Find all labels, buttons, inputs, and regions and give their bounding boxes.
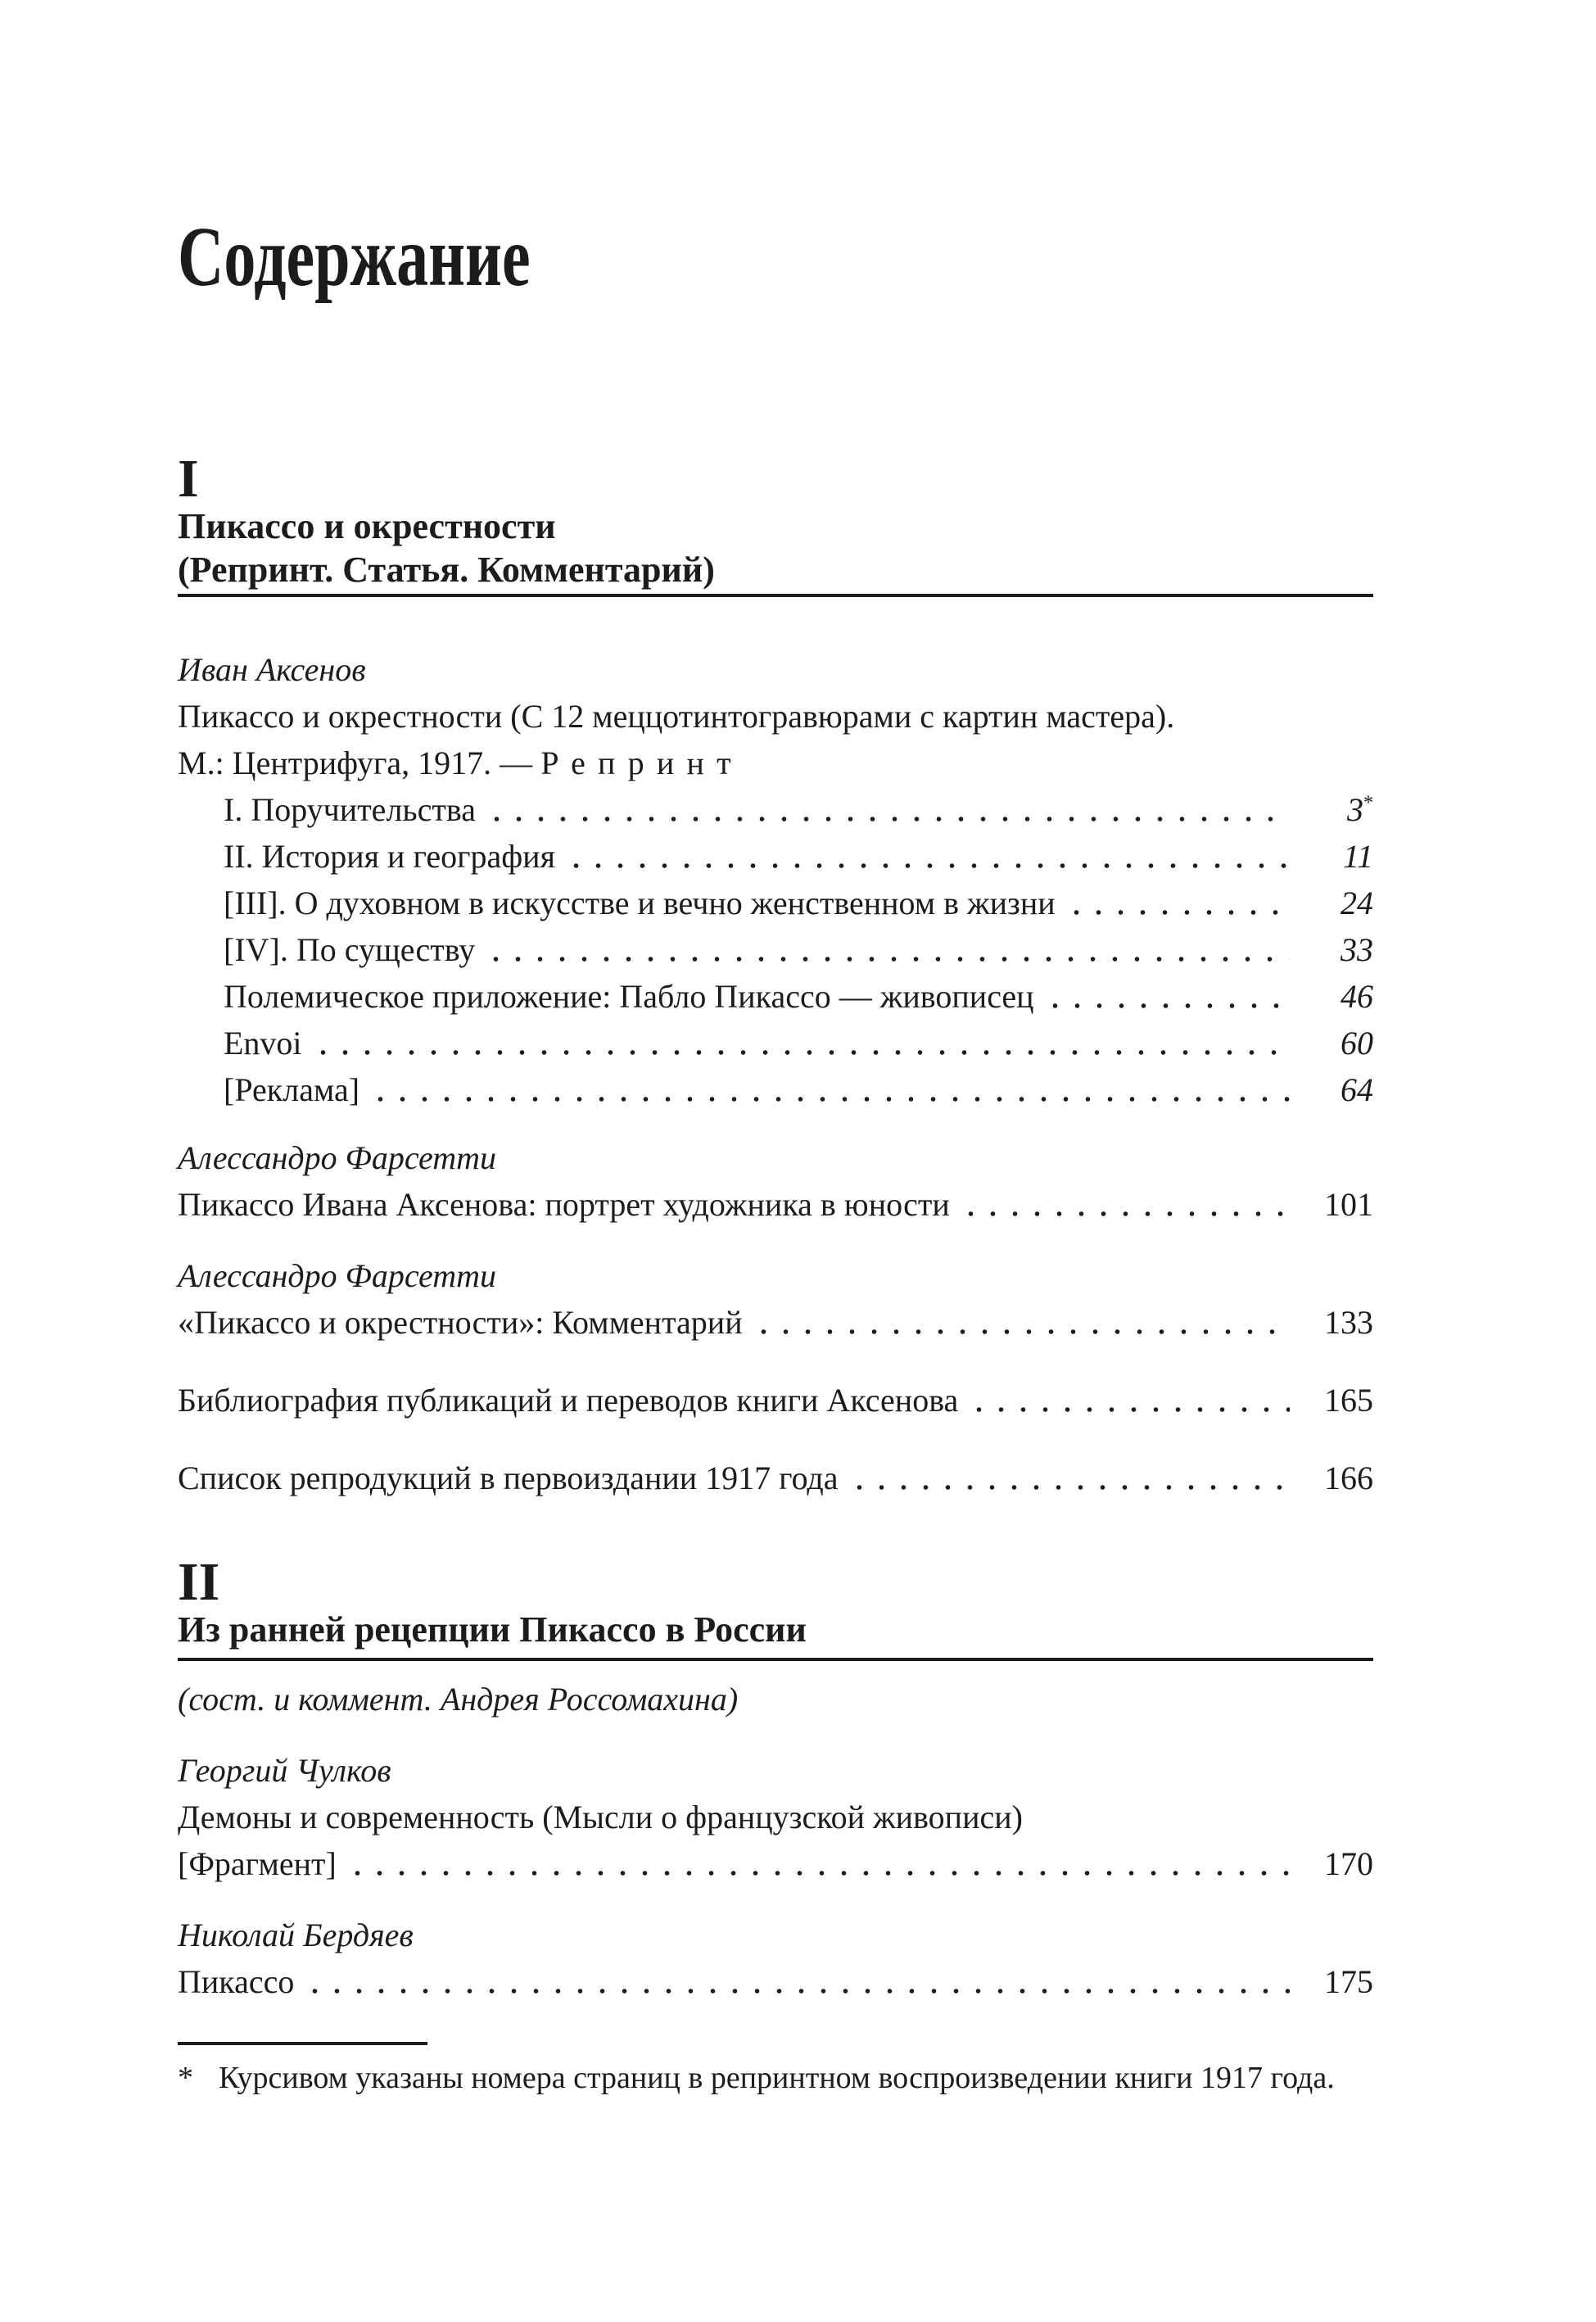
author-name: Алессандро Фарсетти <box>178 1257 497 1294</box>
work-description-line <box>178 740 1373 786</box>
work-description-line: Пикассо и окрестности (С 12 меццотинтогравюрами с картин мастера). <box>178 698 1175 735</box>
footnote-rule <box>178 2042 427 2045</box>
section-1-heading <box>178 505 1373 591</box>
toc-entry <box>178 1299 1373 1346</box>
toc-entry-page: 101 <box>1324 1186 1373 1223</box>
dot-leader <box>486 816 1290 822</box>
toc-entry-page: 170 <box>1324 1845 1373 1882</box>
footnote-text: Курсивом указаны номера страниц в репринтном воспроизведении книги 1917 года. <box>219 2061 1335 2095</box>
section-2-heading-line-1: Из ранней рецепции Пикассо в России <box>178 1609 807 1650</box>
toc-entry <box>224 973 1373 1020</box>
dot-leader <box>369 1096 1290 1102</box>
author-name: Николай Бердяев <box>178 1917 414 1953</box>
toc-entry-label: I. Поручительства <box>224 791 476 828</box>
toc-entry-page: 24 <box>1341 885 1373 921</box>
dot-leader <box>968 1406 1290 1413</box>
toc-entry-label: Список репродукций в первоиздании 1917 года <box>178 1460 839 1496</box>
toc-entry <box>224 880 1373 926</box>
toc-entry-label: [Реклама] <box>224 1071 360 1108</box>
section-1-heading-line-2: (Репринт. Статья. Комментарий) <box>178 550 715 590</box>
section-2-rule <box>178 1658 1373 1661</box>
toc-group-aksenov <box>178 646 1373 1113</box>
toc-entry <box>178 1840 1373 1887</box>
toc-group-berdyaev <box>178 1912 1373 2005</box>
section-2-number: II <box>178 1552 220 1612</box>
toc-entry-page <box>1298 786 1373 833</box>
author-name: Иван Аксенов <box>178 651 366 688</box>
toc-entry-label: [III]. О духовном в искусстве и вечно женственном в жизни <box>224 885 1056 921</box>
author-name: Алессандро Фарсетти <box>178 1139 497 1176</box>
dot-leader <box>753 1328 1290 1335</box>
dot-leader <box>304 1988 1290 1994</box>
toc-entry-page: 60 <box>1341 1025 1373 1061</box>
toc-entry-page: 46 <box>1341 978 1373 1015</box>
footnote <box>178 2057 1373 2099</box>
footnote-area <box>178 2042 1373 2099</box>
toc-entry-page: 175 <box>1324 1963 1373 2000</box>
toc-entry-label: [IV]. По существу <box>224 931 476 968</box>
section-2-heading <box>178 1608 1373 1651</box>
toc-entry <box>224 926 1373 973</box>
dot-leader <box>1065 909 1290 916</box>
toc-entry <box>178 1958 1373 2005</box>
toc-entry-label: II. История и география <box>224 838 555 875</box>
toc-entry-page: 166 <box>1324 1460 1373 1496</box>
dot-leader <box>346 1870 1290 1876</box>
section-1-rule <box>178 594 1373 597</box>
toc-entry <box>178 1181 1373 1228</box>
author-name: Георгий Чулков <box>178 1752 391 1789</box>
toc-entry-label: Пикассо <box>178 1963 295 2000</box>
toc-entry-page: 33 <box>1341 931 1373 968</box>
section-1 <box>178 449 1373 1501</box>
toc-entry <box>178 1455 1373 1501</box>
toc-group-chulkov <box>178 1747 1373 1887</box>
toc-entry-label: Библиография публикаций и переводов книги Аксенова <box>178 1382 959 1419</box>
section-2 <box>178 1552 1373 2005</box>
toc-group-farsetti-1 <box>178 1134 1373 1228</box>
section-2-subtitle: (сост. и коммент. Андрея Россомахина) <box>178 1681 739 1718</box>
page-title-text: Содержание <box>178 210 531 304</box>
page-ref-note: * <box>1363 792 1373 814</box>
spaced-word: Репринт <box>540 745 744 781</box>
footnote-marker: * <box>178 2061 193 2095</box>
section-1-number: I <box>178 449 199 509</box>
dot-leader <box>1044 1003 1290 1009</box>
toc-entry-label: Полемическое приложение: Пабло Пикассо — живописец <box>224 978 1034 1015</box>
toc-entry-page: 11 <box>1342 838 1373 875</box>
section-1-heading-line-1: Пикассо и окрестности <box>178 506 556 546</box>
toc-entry <box>178 1377 1373 1424</box>
toc-entry <box>224 833 1373 880</box>
toc-entry <box>224 1020 1373 1066</box>
dot-leader <box>565 862 1290 869</box>
page-title <box>178 210 1373 304</box>
toc-entry-page: 133 <box>1324 1304 1373 1341</box>
toc-entry <box>224 786 1373 833</box>
dot-leader <box>312 1049 1290 1056</box>
toc-entry-label: Пикассо Ивана Аксенова: портрет художника в юности <box>178 1186 950 1223</box>
work-description-prefix: М.: Центрифуга, 1917. — <box>178 745 541 781</box>
toc-entry-list <box>178 786 1373 1113</box>
page-number: 3 <box>1347 791 1363 828</box>
work-description-line: Демоны и современность (Мысли о французской живописи) <box>178 1799 1023 1835</box>
toc-entry <box>224 1066 1373 1113</box>
dot-leader <box>848 1484 1290 1491</box>
toc-entry-page: 165 <box>1324 1382 1373 1419</box>
toc-entry-label: «Пикассо и окрестности»: Комментарий <box>178 1304 743 1341</box>
dot-leader <box>485 956 1290 962</box>
toc-entry-label: [Фрагмент] <box>178 1845 337 1882</box>
toc-entry-page: 64 <box>1341 1071 1373 1108</box>
toc-group-farsetti-2 <box>178 1252 1373 1346</box>
toc-entry-label: Envoi <box>224 1025 302 1061</box>
dot-leader <box>960 1211 1290 1217</box>
